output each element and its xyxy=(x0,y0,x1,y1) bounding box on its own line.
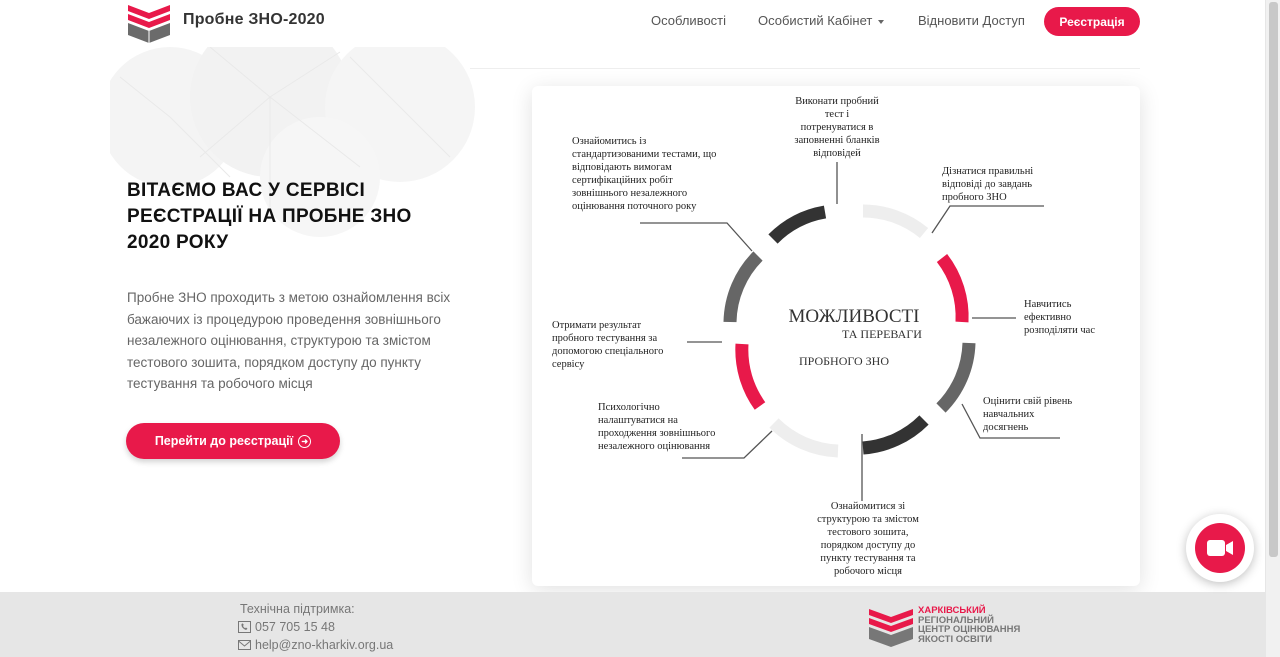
caret-down-icon xyxy=(878,20,884,24)
svg-text:тест і: тест і xyxy=(824,109,850,120)
svg-text:Оцінити свій рівень: Оцінити свій рівень xyxy=(983,396,1073,407)
hero-description: Пробне ЗНО проходить з метою ознайомлення всіх бажаючих із процедурою проведення зовнішнього незалежного оцінювання, структурою та змістом тестового зошита, порядком доступу до пункту тестування та робочого місця xyxy=(127,290,451,391)
diagram-item-left xyxy=(552,320,663,370)
center-logo-icon[interactable] xyxy=(867,605,915,649)
diagram-item-right xyxy=(1024,299,1095,336)
svg-text:Психологічно: Психологічно xyxy=(598,402,660,413)
svg-text:Ознайомитися зі: Ознайомитися зі xyxy=(830,501,906,512)
diagram-center-subtitle: ТА ПЕРЕВАГИ xyxy=(842,327,922,341)
support-phone[interactable] xyxy=(238,620,335,634)
svg-text:структурою та змістом: структурою та змістом xyxy=(817,514,919,525)
go-to-registration-button[interactable] xyxy=(126,423,340,459)
svg-text:налаштуватися на: налаштуватися на xyxy=(598,415,678,426)
svg-text:Дізнатися правильні: Дізнатися правильні xyxy=(942,166,1034,177)
svg-text:стандартизованими тестами, що: стандартизованими тестами, що xyxy=(572,149,717,160)
site-footer xyxy=(0,592,1265,657)
svg-text:ефективно: ефективно xyxy=(1024,312,1072,323)
hero-title: ВІТАЄМО ВАС У СЕРВІСІ РЕЄСТРАЦІЇ НА ПРОБНЕ ЗНО 2020 РОКУ xyxy=(127,180,412,253)
support-email[interactable] xyxy=(238,638,393,652)
cta-label: Перейти до реєстрації xyxy=(154,434,294,448)
page-scrollbar[interactable] xyxy=(1265,0,1280,657)
svg-text:пробного ЗНО: пробного ЗНО xyxy=(942,192,1007,203)
svg-text:тестового зошита,: тестового зошита, xyxy=(827,527,909,538)
svg-text:Отримати результат: Отримати результат xyxy=(552,320,642,331)
nav-features[interactable]: Особливості xyxy=(651,13,727,28)
diagram-item-bottom-left xyxy=(598,402,715,452)
svg-text:Виконати пробний: Виконати пробний xyxy=(795,96,879,107)
phone-icon xyxy=(238,621,251,633)
header-divider xyxy=(470,68,1140,69)
diagram-item-bottom-right xyxy=(983,396,1072,433)
book-logo-icon[interactable] xyxy=(126,1,172,45)
diagram-center-title: МОЖЛИВОСТІ xyxy=(788,306,920,327)
svg-text:Ознайомитись із: Ознайомитись із xyxy=(572,136,647,147)
diagram-item-top xyxy=(794,96,879,159)
svg-text:Навчитись: Навчитись xyxy=(1024,299,1072,310)
nav-restore-access[interactable]: Відновити Доступ xyxy=(918,13,1025,28)
svg-text:навчальних: навчальних xyxy=(983,409,1035,420)
svg-text:допомогою спеціального: допомогою спеціального xyxy=(552,346,664,357)
brand-title[interactable]: Пробне ЗНО-2020 xyxy=(183,11,325,28)
svg-text:сервісу: сервісу xyxy=(552,359,585,370)
diagram-center-caption: ПРОБНОГО ЗНО xyxy=(798,354,890,368)
video-call-button[interactable] xyxy=(1186,514,1254,582)
register-button[interactable]: Реєстрація xyxy=(1044,7,1140,36)
center-name-line4: ЯКОСТІ ОСВІТИ xyxy=(918,633,993,645)
support-label: Технічна підтримка: xyxy=(240,602,355,616)
nav-cabinet-label: Особистий Кабінет xyxy=(758,13,873,28)
diagram-item-top-right xyxy=(942,166,1033,203)
svg-text:зовнішнього незалежного: зовнішнього незалежного xyxy=(572,188,688,199)
site-header xyxy=(0,0,1265,44)
svg-text:потренуватися в: потренуватися в xyxy=(800,122,874,133)
svg-text:робочого місця: робочого місця xyxy=(834,566,902,577)
center-name xyxy=(918,606,1058,644)
svg-text:відповідей: відповідей xyxy=(813,148,861,159)
diagram-item-bottom xyxy=(817,501,919,577)
features-diagram xyxy=(532,86,1140,586)
diagram-item-top-left xyxy=(572,136,716,212)
svg-text:незалежного оцінювання: незалежного оцінювання xyxy=(598,441,711,452)
center-name-line3: ЦЕНТР ОЦІНЮВАННЯ xyxy=(918,624,1021,635)
video-camera-icon xyxy=(1195,523,1245,573)
svg-text:порядком доступу до: порядком доступу до xyxy=(820,540,916,551)
svg-text:досягнень: досягнень xyxy=(983,422,1029,433)
support-phone-value: 057 705 15 48 xyxy=(255,620,335,634)
support-email-value: help@zno-kharkiv.org.ua xyxy=(255,638,394,652)
envelope-icon xyxy=(238,639,251,651)
svg-text:пункту тестування та: пункту тестування та xyxy=(820,553,916,564)
svg-text:заповненні бланків: заповненні бланків xyxy=(794,135,880,146)
features-diagram-card xyxy=(532,86,1140,586)
svg-text:сертифікаційних робіт: сертифікаційних робіт xyxy=(572,175,673,186)
scrollbar-thumb[interactable] xyxy=(1269,2,1278,557)
svg-text:проходження зовнішнього: проходження зовнішнього xyxy=(598,428,716,439)
svg-text:розподіляти час: розподіляти час xyxy=(1024,325,1095,336)
svg-text:оцінювання поточного року: оцінювання поточного року xyxy=(572,201,697,212)
center-name-line1: ХАРКІВСЬКИЙ xyxy=(918,605,986,616)
svg-text:пробного тестування за: пробного тестування за xyxy=(552,333,658,344)
center-name-line2: РЕГІОНАЛЬНИЙ xyxy=(918,614,994,626)
nav-cabinet[interactable] xyxy=(758,13,884,28)
svg-text:відповіді до завдань: відповіді до завдань xyxy=(942,179,1032,190)
arrow-circle-right-icon: ➜ xyxy=(298,435,311,448)
svg-text:відповідають вимогам: відповідають вимогам xyxy=(572,162,672,173)
video-call-button-bg xyxy=(1195,523,1245,573)
